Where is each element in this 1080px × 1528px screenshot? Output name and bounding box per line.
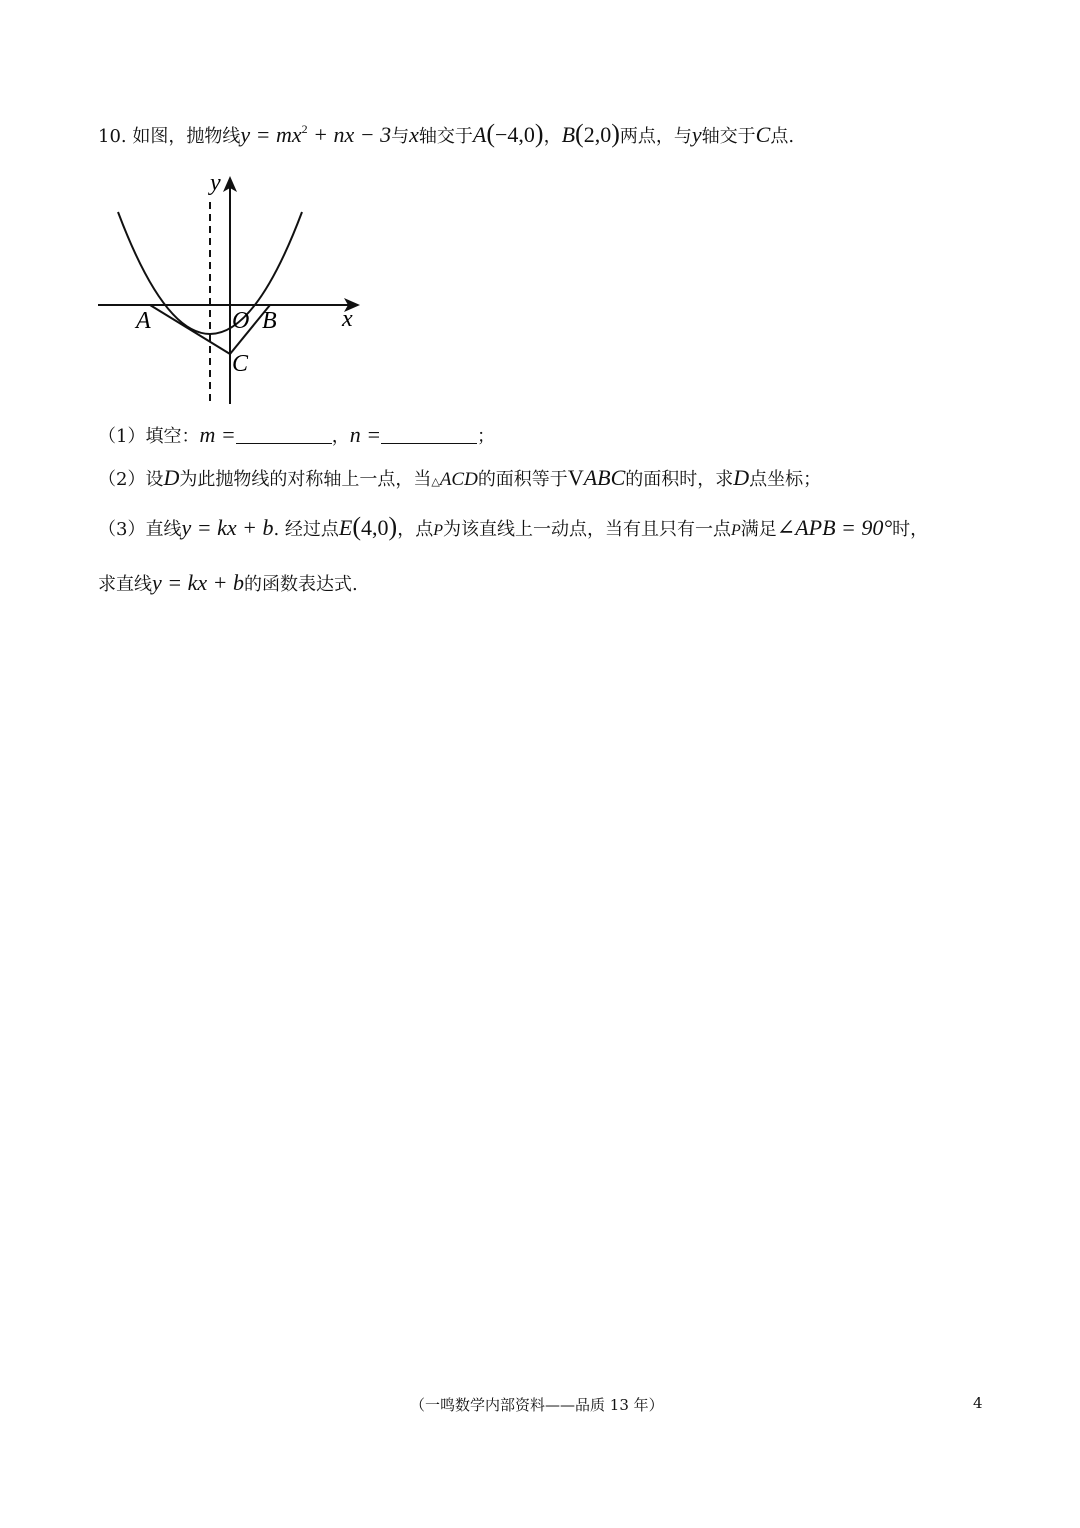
point-e-coords: 4,0 [361,515,389,540]
triangle-symbol: △ [431,475,440,488]
part-3: （3）直线y = kx + b. 经过点E(4,0)，点P为该直线上一动点，当有且只有一点P满足∠APB = 90°时， [98,512,929,541]
label-b: B [262,308,277,334]
problem-number: 10. [98,126,127,147]
point-e: E [338,515,353,540]
y-axis-label: y [210,170,221,196]
point-c-label: C [755,122,771,147]
part-2-prefix: （2）设 [98,469,164,490]
point-b-coords: 2,0 [583,122,612,147]
part-3-prefix: （3）直线 [98,519,182,540]
label-o: O [232,308,250,334]
y-variable: y [691,122,702,147]
point-d: D [163,465,180,490]
parabola-equation: $y = mx^2$ + nx − 3 [240,122,392,147]
triangle-abc: ABC [583,465,626,490]
point-p-2: P [730,522,741,539]
point-a-coords: −4,0 [495,122,535,147]
x-variable: x [409,122,419,147]
point-b-label: B [561,122,576,147]
x-axis-label: x [342,306,353,332]
footer-source: （一鸣数学内部资料——品质 13 年） [410,1396,664,1414]
page-number: 4 [973,1394,983,1412]
n-label: n = [349,422,382,447]
part-3-continued: 求直线y = kx + b的函数表达式. [98,570,358,595]
line-equation-2: y = kx + b [152,570,244,595]
problem-statement: 10. 如图，抛物线$y = mx^2$ + nx − 3与x轴交于A(−4,0)，B(2,0)两点，与y轴交于C点. [98,119,795,148]
point-a-label: A [472,122,487,147]
label-a: A [136,308,151,334]
m-label: m = [199,422,236,447]
parabola-figure [92,168,372,408]
angle-condition: ∠APB = 90° [776,515,893,540]
problem-text: 如图，抛物线 [132,126,241,147]
point-d-2: D [733,465,750,490]
part-2: （2）设D为此抛物线的对称轴上一点，当△ACD的面积等于VABC的面积时，求D点坐标； [98,465,822,490]
n-answer-blank[interactable] [381,425,477,444]
triangle-acd: ACD [439,469,478,490]
m-answer-blank[interactable] [236,425,332,444]
part-1-prefix: （1）填空： [98,426,200,447]
part-1: （1）填空：m = ，n = ； [98,422,496,447]
line-equation: y = kx + b [181,515,274,540]
segment-ac [150,305,230,354]
point-p: P [433,522,443,539]
triangle-symbol-v: V [567,465,584,490]
exponent: 2 [301,122,308,136]
label-c: C [232,351,249,377]
